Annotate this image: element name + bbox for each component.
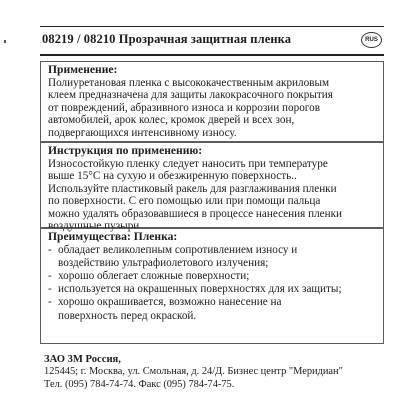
application-section <box>40 61 384 142</box>
company-name: ЗАО 3М Россия, <box>44 354 121 365</box>
advantage-text: хорошо окрашивается, возможно нанесение на <box>58 296 282 309</box>
advantages-section <box>40 228 384 344</box>
instructions-line: Используйте пластиковый ракель для разглаживания пленки <box>48 182 337 195</box>
instructions-section <box>40 142 384 232</box>
document-title: 08219 / 08210 Прозрачная защитная пленка <box>42 32 292 46</box>
advantage-item <box>48 296 377 309</box>
company-address: 125445; г. Москва, ул. Смольная, д. 24/Д. Бизнес центр "Меридиан" <box>44 366 343 377</box>
advantage-text: обладает великолепным сопротивлением износу и <box>58 243 298 256</box>
advantage-text: хорошо облегает сложные поверхности; <box>58 269 250 282</box>
advantage-item <box>48 283 377 296</box>
dash-bullet-icon: - <box>48 243 52 256</box>
advantage-item <box>48 270 377 283</box>
product-sheet <box>40 26 388 346</box>
instructions-line: Износостойкую пленку следует наносить при температуре <box>48 157 328 170</box>
application-line: клеем предназначена для защиты лакокрасочного покрытия <box>48 89 333 101</box>
advantage-continuation: поверхность перед окраской. <box>58 309 197 322</box>
application-heading: Применение: <box>48 63 118 76</box>
rus-language-badge: RUS <box>361 32 382 48</box>
title-row <box>40 32 384 50</box>
top-divider <box>40 26 384 27</box>
scan-mark <box>4 40 6 43</box>
company-footer <box>44 353 384 391</box>
dash-bullet-icon: - <box>48 296 52 309</box>
instructions-line: выше 15°С на сухую и обезжиренную поверхность.. <box>48 170 297 182</box>
advantages-heading: Преимущества: Пленка: <box>48 230 178 243</box>
dash-bullet-icon: - <box>48 283 52 296</box>
dash-bullet-icon: - <box>48 269 52 282</box>
instructions-heading: Инструкция по применению: <box>48 144 203 157</box>
advantage-item <box>48 244 377 257</box>
instructions-line: по поверхности. С его помощью или при помощи пальца <box>48 195 321 207</box>
application-line: от повреждений, абразивного износа и коррозии порогов <box>48 101 320 114</box>
advantage-continuation: воздействию ультрафиолетового излучения; <box>58 256 269 269</box>
application-line: подвергающихся интенсивному износу. <box>48 126 237 139</box>
application-line: автомобилей, арок колес, кромок дверей и всех зон, <box>48 114 295 126</box>
company-phones: Тел. (095) 784-74-74. Факс (095) 784-74-75. <box>44 378 235 390</box>
advantage-text: используется на окрашенных поверхностях для их защиты; <box>58 283 342 296</box>
application-line: Полиуретановая пленка с высококачественным акриловым <box>48 76 330 89</box>
instructions-line: можно удалять образовавшиеся в процессе нанесения пленки <box>48 207 343 220</box>
title-divider <box>40 54 384 56</box>
instructions-line: воздушные пузыри. <box>48 220 143 232</box>
